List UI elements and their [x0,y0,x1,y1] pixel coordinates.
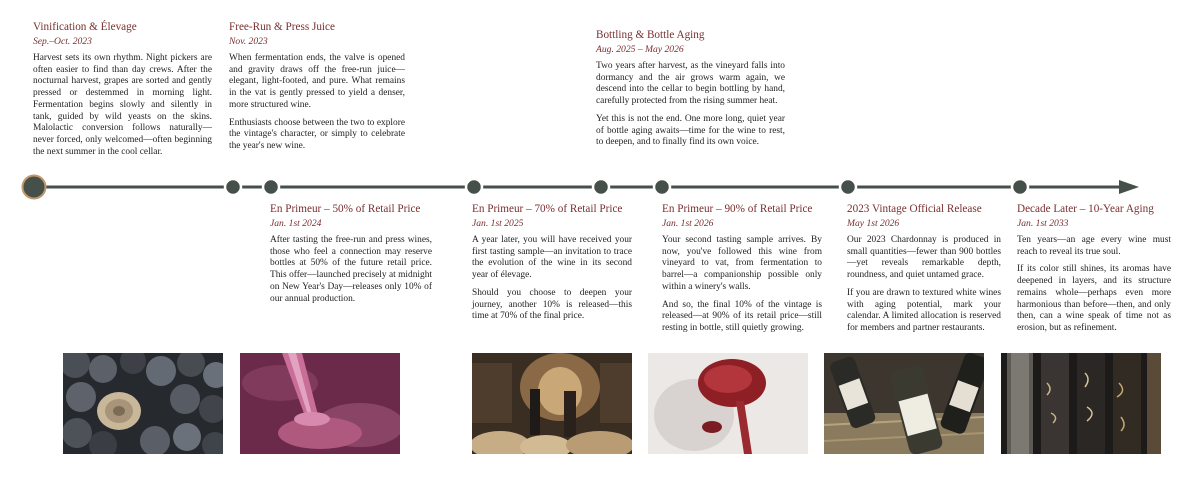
timeline-dot-en-primeur-90 [654,179,670,195]
event-decade-later [1017,202,1171,341]
event-title: 2023 Vintage Official Release [847,203,982,215]
timeline [0,172,1200,202]
timeline-dot-en-primeur-70 [466,179,482,195]
event-title: En Primeur – 50% of Retail Price [270,203,421,215]
event-date: Nov. 2023 [229,36,268,47]
event-text: Our 2023 Chardonnay is produced in small quantities—fewer than 900 bottles—yet reveals remarkable depth, roundness, and quiet untamed grace. [847,235,1001,281]
event-title: En Primeur – 90% of Retail Price [662,203,813,215]
event-date: May 1st 2026 [847,218,900,229]
aged-bottles-photo [1001,353,1161,454]
event-vinification [33,20,212,164]
timeline-dot-official-release [840,179,856,195]
event-text: If you are drawn to textured white wines with aging potential, mark your calendar. A limited allocation is reserved for members and partner restaurants. [847,287,1001,333]
event-date: Jan. 1st 2025 [472,218,524,229]
event-text: Enthusiasts choose between the two to explore the vintage's character, or simply to celebrate the year's new wine. [229,117,405,151]
grapes-with-snail-photo [63,353,223,454]
timeline-dot-free-run [225,179,241,195]
event-text: Your second tasting sample arrives. By now, you've followed this wine from vineyard to vat, from fermentation to barrel—a companionship possible only within a winery's walls. [662,235,822,292]
event-free-run [229,20,405,159]
event-title: Vinification & Élevage [33,21,137,33]
timeline-dot-en-primeur-50 [263,179,279,195]
event-official-release [847,202,1001,341]
event-text: After tasting the free-run and press wines, those who feel a connection may reserve bottles at 50% of the future retail price. This offer—launched precisely at midnight on New Year's Day—releases only 10% of our annual production. [270,235,432,304]
timeline-dot-bottling [593,179,609,195]
event-text: If its color still shines, its aromas have deepened in layers, and its structure remains whole—perhaps even more harmonious than before—then, and only then, can a wine speak of time not as erosion, but as refinement. [1017,264,1171,333]
crushed-grapes-pour-photo [240,353,400,454]
wine-glass-swirl-photo [648,353,808,454]
event-en-primeur-50 [270,202,432,311]
event-date: Jan. 1st 2033 [1017,218,1069,229]
event-en-primeur-90 [662,202,822,341]
timeline-dot-decade-later [1012,179,1028,195]
event-title: Decade Later – 10-Year Aging [1017,203,1154,215]
event-date: Jan. 1st 2024 [270,218,322,229]
event-text: A year later, you will have received your first tasting sample—an invitation to trace the evolution of the wine in its second year of élevage. [472,235,632,281]
event-date: Aug. 2025 – May 2026 [596,44,684,55]
timeline-arrow [1119,180,1139,194]
event-date: Jan. 1st 2026 [662,218,714,229]
event-en-primeur-70 [472,202,632,329]
event-text: Ten years—an age every wine must reach to reveal its true soul. [1017,235,1171,257]
event-title: En Primeur – 70% of Retail Price [472,203,623,215]
event-text: Harvest sets its own rhythm. Night pickers are often easier to find than day crews. After the nocturnal harvest, grapes are sorted and gently pressed or destemmed in morning light. Fermentation begins slowly and silently in tank, guided by wild yeasts on the skins. Malolactic conversion follows naturally—never forced, only welcomed—often beginning the next summer in the cool cellar. [33,53,212,157]
cellar-barrel-tasting-photo [472,353,632,454]
event-text: Yet this is not the end. One more long, quiet year of bottle aging awaits—time for the wine to rest, to deepen, and to finally find its own voice. [596,113,785,148]
bottles-in-straw-photo [824,353,984,454]
event-bottling [596,28,785,155]
event-text: Two years after harvest, as the vineyard falls into dormancy and the air grows warm again, we descend into the cellar to begin bottling by hand, carefully protected from the rising summer heat. [596,61,785,107]
event-title: Bottling & Bottle Aging [596,29,705,41]
event-text: Should you choose to deepen your journey, another 10% is released—this time at 70% of the final price. [472,287,632,322]
event-text: When fermentation ends, the valve is opened and gravity draws off the free-run juice—elegant, light-footed, and pure. What remains in the vat is gently pressed to yield a denser, more structured wine. [229,53,405,110]
event-title: Free-Run & Press Juice [229,21,335,33]
timeline-start-dot [23,176,46,199]
event-text: And so, the final 10% of the vintage is released—at 90% of its retail price—still resting in bottle, still quietly growing. [662,299,822,333]
event-date: Sep.–Oct. 2023 [33,36,92,47]
